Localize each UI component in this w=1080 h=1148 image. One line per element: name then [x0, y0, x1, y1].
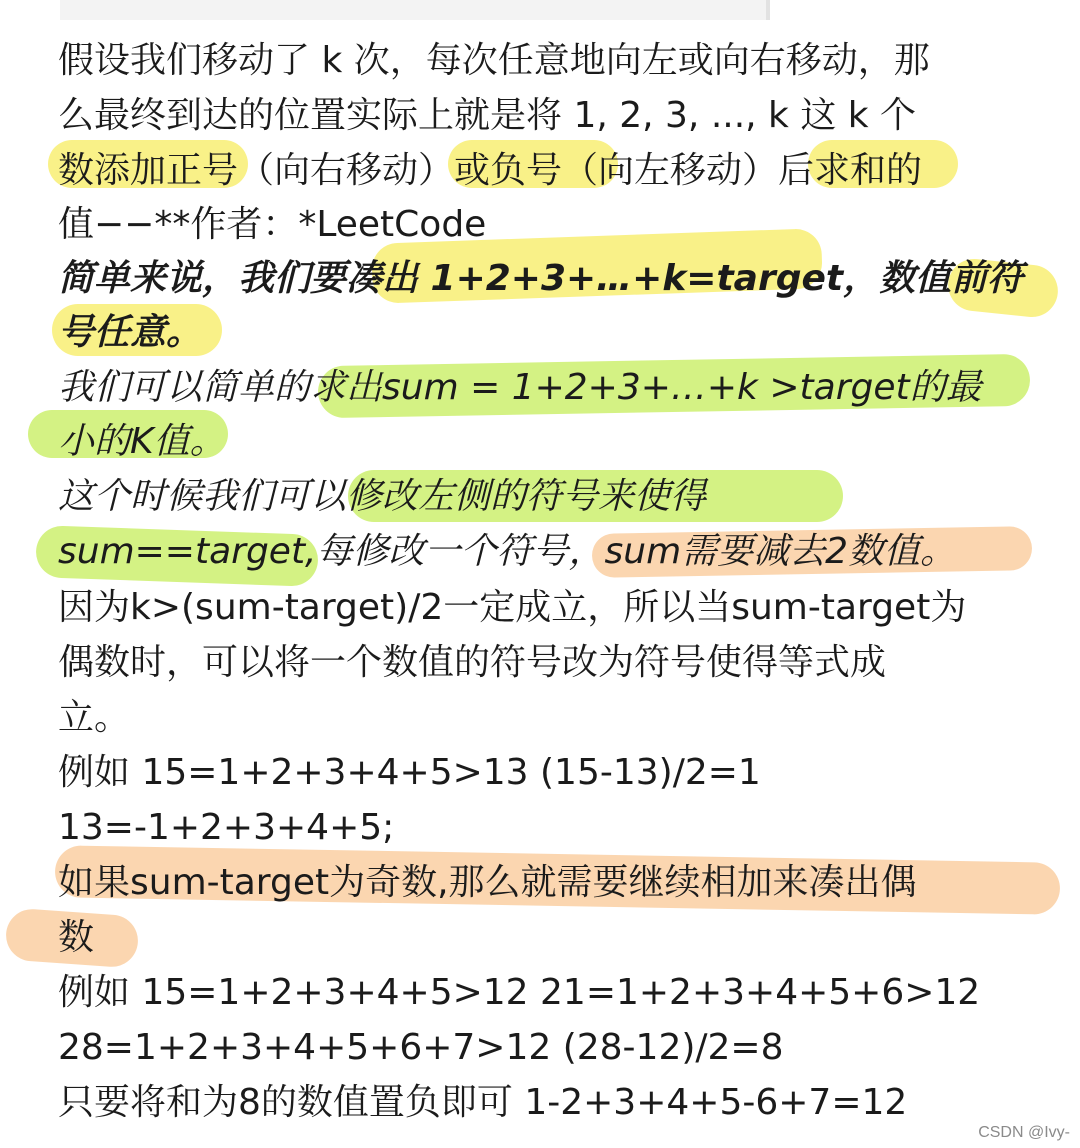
- top-strip: [60, 0, 768, 20]
- text-line: 偶数时，可以将一个数值的符号改为符号使得等式成: [58, 642, 887, 683]
- text-line: 因为k>(sum-target)/2一定成立，所以当sum-target为: [58, 587, 967, 628]
- text-line-bold-italic: 号任意。: [58, 312, 203, 353]
- text-line-italic: 这个时候我们可以修改左侧的符号来使得: [58, 476, 707, 517]
- watermark: CSDN @Ivy-: [978, 1124, 1070, 1141]
- text-line: 值−−**作者：*LeetCode: [58, 204, 487, 245]
- text-line: 13=-1+2+3+4+5;: [58, 807, 395, 848]
- text-line: 只要将和为8的数值置负即可 1-2+3+4+5-6+7=12: [58, 1082, 908, 1123]
- text-line: 如果sum-target为奇数,那么就需要继续相加来凑出偶: [58, 862, 917, 903]
- text-line: 28=1+2+3+4+5+6+7>12 (28-12)/2=8: [58, 1027, 784, 1068]
- text-line: 例如 15=1+2+3+4+5>12 21=1+2+3+4+5+6>12: [58, 972, 981, 1013]
- text-line-italic: sum==target,每修改一个符号，sum需要减去2数值。: [58, 531, 957, 572]
- text-line: 例如 15=1+2+3+4+5>13 (15-13)/2=1: [58, 752, 761, 793]
- text-line: 数: [58, 917, 95, 958]
- top-strip-edge: [766, 0, 770, 20]
- text-line: 立。: [58, 697, 131, 738]
- text-line-italic: 小的K值。: [58, 421, 226, 462]
- text-line: 数添加正号（向右移动）或负号（向左移动）后求和的: [58, 150, 923, 191]
- text-line-bold-italic: 简单来说，我们要凑出 1+2+3+…+k=target，数值前符: [58, 258, 1024, 299]
- text-line: 么最终到达的位置实际上就是将 1, 2, 3, ..., k 这 k 个: [58, 95, 917, 136]
- text-line: 假设我们移动了 k 次，每次任意地向左或向右移动，那: [58, 40, 930, 81]
- text-line-italic: 我们可以简单的求出sum = 1+2+3+…+k >target的最: [58, 367, 982, 408]
